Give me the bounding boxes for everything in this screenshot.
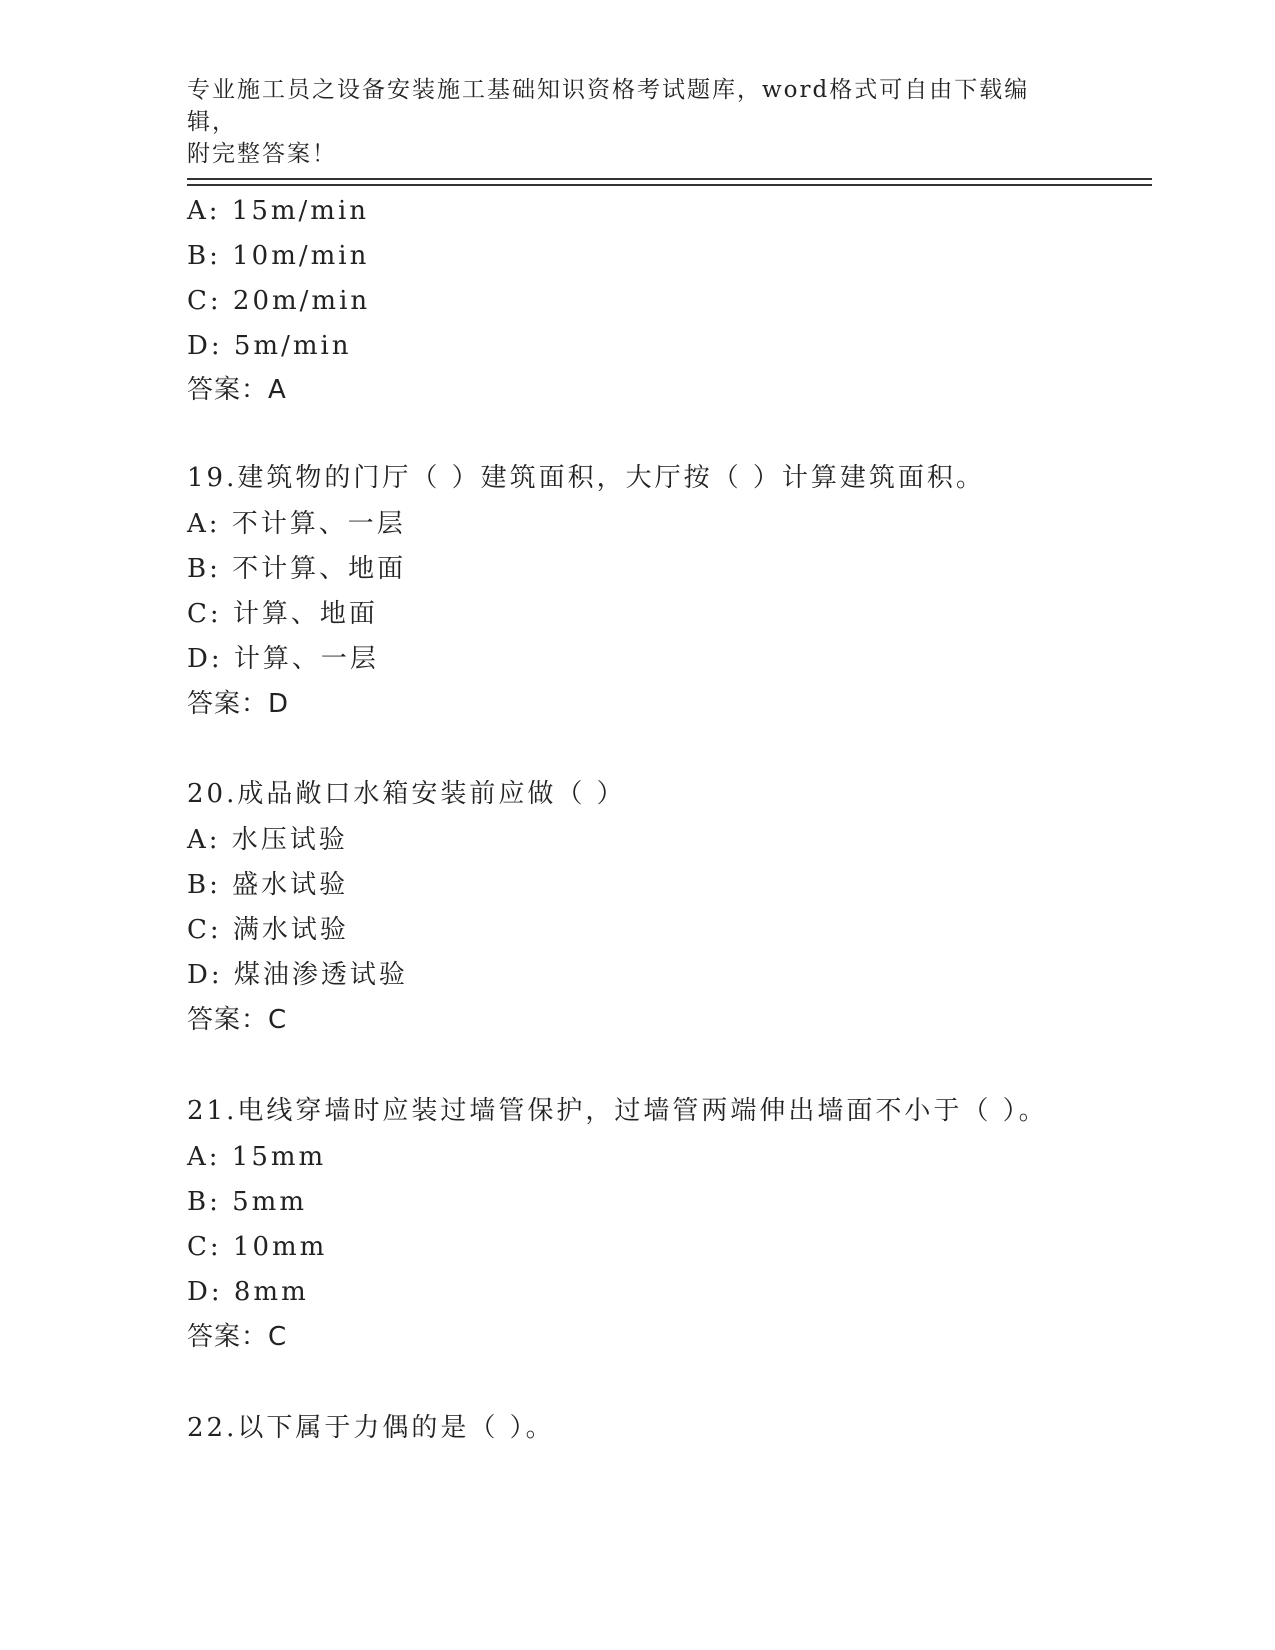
header-line-1: 专业施工员之设备安装施工基础知识资格考试题库，word格式可自由下载编辑， <box>187 77 1030 135</box>
answer-line: 答案：C <box>187 1005 288 1035</box>
option-a: A: 不计算、一层 <box>187 509 406 539</box>
question-20: 20.成品敞口水箱安装前应做（ ） <box>187 779 626 809</box>
option-c: C: 10mm <box>187 1232 328 1262</box>
option-a: A: 15mm <box>187 1142 327 1172</box>
header-rule-bottom <box>187 184 1152 186</box>
document-header <box>187 74 1067 170</box>
option-a: A: 水压试验 <box>187 825 348 855</box>
option-b: B: 5mm <box>187 1187 307 1217</box>
answer-line: 答案：D <box>187 689 290 719</box>
question-21: 21.电线穿墙时应装过墙管保护，过墙管两端伸出墙面不小于（ ）。 <box>187 1096 1048 1126</box>
option-c: C: 满水试验 <box>187 915 349 945</box>
option-d: D: 煤油渗透试验 <box>187 960 408 990</box>
option-a: A: 15m/min <box>187 196 370 226</box>
option-c: C: 计算、地面 <box>187 599 378 629</box>
question-19: 19.建筑物的门厅（ ）建筑面积，大厅按（ ）计算建筑面积。 <box>187 463 985 493</box>
header-line-2: 附完整答案！ <box>187 141 337 167</box>
answer-line: 答案：C <box>187 1322 288 1352</box>
question-22: 22.以下属于力偶的是（ ）。 <box>187 1413 555 1443</box>
answer-line: 答案：A <box>187 375 287 405</box>
option-d: D: 5m/min <box>187 331 352 361</box>
option-d: D: 计算、一层 <box>187 644 379 674</box>
option-b: B: 盛水试验 <box>187 870 349 900</box>
option-b: B: 10m/min <box>187 241 370 271</box>
option-d: D: 8mm <box>187 1277 309 1307</box>
option-b: B: 不计算、地面 <box>187 554 407 584</box>
header-rule-top <box>187 178 1152 180</box>
option-c: C: 20m/min <box>187 286 371 316</box>
